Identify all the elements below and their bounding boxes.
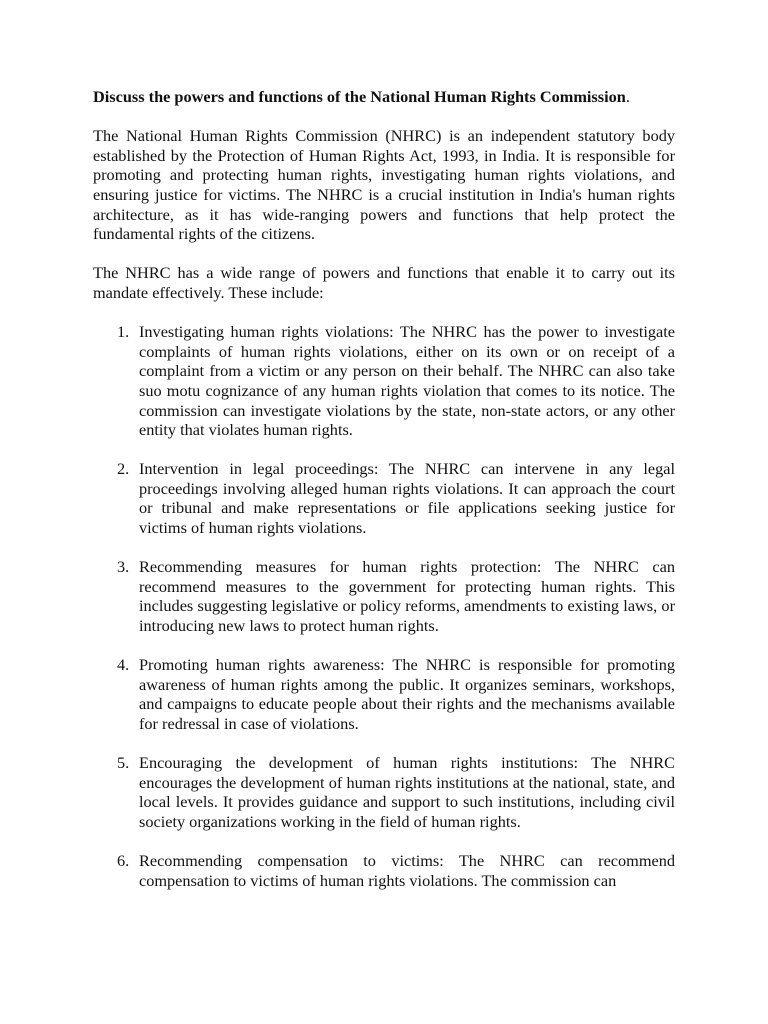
list-item	[93, 557, 675, 635]
list-item	[93, 322, 675, 440]
heading-text: Discuss the powers and functions of the National Human Rights Commission	[93, 87, 626, 106]
list-item-text: Encouraging the development of human rights institutions: The NHRC encourages the development of human rights institutions at the national, state, and local levels. It provides guidance and support to such institutions, including civil society organizations working in the field of human rights.	[139, 753, 675, 831]
document-heading	[93, 87, 675, 107]
powers-intro-paragraph: The NHRC has a wide range of powers and functions that enable it to carry out its mandate effectively. These include:	[93, 263, 675, 302]
list-item-number: 2.	[117, 459, 130, 479]
list-item-number: 5.	[117, 753, 130, 773]
list-item-text: Promoting human rights awareness: The NHRC is responsible for promoting awareness of human rights among the public. It organizes seminars, workshops, and campaigns to educate people about their rights and the mechanisms available for redressal in case of violations.	[139, 655, 675, 733]
list-item-number: 4.	[117, 655, 130, 675]
list-item-text: Intervention in legal proceedings: The NHRC can intervene in any legal proceedings involving alleged human rights violations. It can approach the court or tribunal and make representations or file applications seeking justice for victims of human rights violations.	[139, 459, 675, 538]
list-item	[93, 753, 675, 831]
list-item-text: Recommending compensation to victims: The NHRC can recommend compensation to victims of human rights violations. The commission can	[139, 851, 675, 890]
list-item-number: 6.	[117, 851, 130, 871]
list-item-number: 3.	[117, 557, 130, 577]
list-item	[93, 851, 675, 890]
intro-paragraph: The National Human Rights Commission (NHRC) is an independent statutory body established by the Protection of Human Rights Act, 1993, in India. It is responsible for promoting and protecting human rights, investigating human rights violations, and ensuring justice for victims. The NHRC is a crucial institution in India's human rights architecture, as it has wide-ranging powers and functions that help protect the fundamental rights of the citizens.	[93, 126, 675, 244]
list-item	[93, 459, 675, 537]
list-item-number: 1.	[117, 322, 130, 342]
heading-period: .	[625, 87, 630, 106]
list-item	[93, 655, 675, 733]
list-item-text: Recommending measures for human rights protection: The NHRC can recommend measures to the government for protecting human rights. This includes suggesting legislative or policy reforms, amendments to existing laws, or introducing new laws to protect human rights.	[139, 557, 675, 636]
powers-list	[93, 322, 675, 890]
list-item-text: Investigating human rights violations: The NHRC has the power to investigate complaints of human rights violations, either on its own or on receipt of a complaint from a victim or any person on their behalf. The NHRC can also take suo motu cognizance of any human rights violation that comes to its notice. The commission can investigate violations by the state, non-state actors, or any other entity that violates human rights.	[139, 322, 675, 440]
document-body	[93, 87, 675, 910]
